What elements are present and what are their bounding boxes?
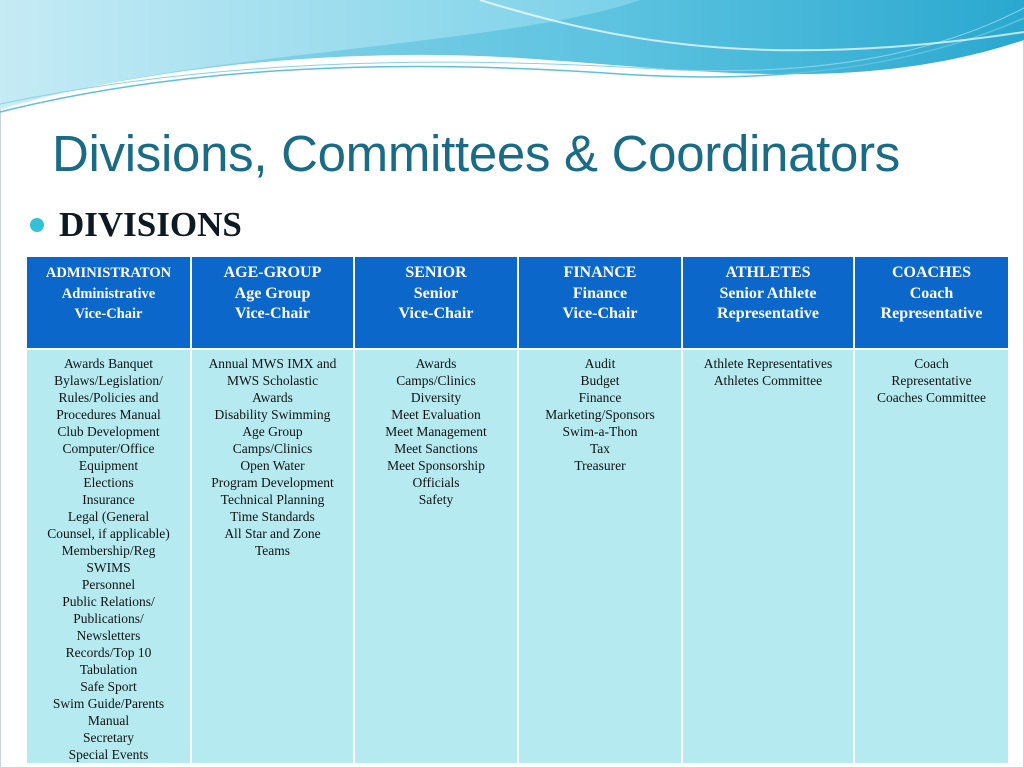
list-item: Club Development xyxy=(57,424,160,439)
table-header-row xyxy=(26,256,1009,349)
list-item: Counsel, if applicable) xyxy=(47,526,170,541)
column-header-line: Representative xyxy=(880,305,983,322)
column-header-line: Representative xyxy=(717,305,819,322)
bullet-dot-icon xyxy=(30,218,44,232)
table-body-row xyxy=(26,349,1009,764)
list-item: Coaches Committee xyxy=(876,390,987,405)
list-item: Legal (General xyxy=(67,509,150,524)
list-item: Diversity xyxy=(410,390,462,405)
column-header-line: SENIOR xyxy=(405,264,467,281)
list-item: Awards xyxy=(252,390,293,405)
column-cell-coaches xyxy=(854,349,1009,764)
column-header-line: Vice-Chair xyxy=(235,305,310,322)
column-header-administration xyxy=(26,256,191,349)
column-header-line: Senior xyxy=(413,284,459,302)
column-header-line: COACHES xyxy=(891,264,972,281)
list-item: Elections xyxy=(83,475,134,490)
list-item: Athletes Committee xyxy=(713,373,823,388)
column-header-senior xyxy=(354,256,518,349)
list-item: Coach xyxy=(914,356,949,371)
list-item: Swim-a-Thon xyxy=(562,424,638,439)
column-header-line: Age Group xyxy=(234,284,311,302)
list-item: Publications/ xyxy=(73,611,144,626)
column-cell-senior xyxy=(354,349,518,764)
list-item: Meet Sponsorship xyxy=(387,458,485,473)
column-header-line: Vice-Chair xyxy=(398,305,474,322)
list-item: Officials xyxy=(412,475,460,490)
column-cell-athletes xyxy=(682,349,854,764)
column-cell-administration xyxy=(26,349,191,764)
list-item: Public Relations/ xyxy=(62,594,155,609)
list-item: Tax xyxy=(589,441,611,456)
list-item: Records/Top 10 xyxy=(65,645,152,660)
list-item: Safety xyxy=(418,492,454,507)
column-header-line: FINANCE xyxy=(563,264,637,281)
column-header-line: Finance xyxy=(572,284,628,302)
list-item: SWIMS xyxy=(86,560,131,575)
list-item: Program Development xyxy=(211,475,334,490)
column-header-age-group xyxy=(191,256,354,349)
header-wave-decoration xyxy=(0,0,1024,125)
list-item: Insurance xyxy=(82,492,135,507)
list-item: Personnel xyxy=(81,577,136,592)
list-item: Newsletters xyxy=(76,628,141,643)
column-header-athletes xyxy=(682,256,854,349)
list-item: Safe Sport xyxy=(80,679,137,694)
list-item: Swim Guide/Parents xyxy=(52,696,165,711)
list-item: Annual MWS IMX and xyxy=(208,356,337,371)
list-item: Open Water xyxy=(240,458,305,473)
page-title: Divisions, Committees & Coordinators xyxy=(52,125,900,182)
list-item: Manual xyxy=(87,713,130,728)
list-item: Camps/Clinics xyxy=(396,373,476,388)
list-item: Membership/Reg xyxy=(61,543,156,558)
list-item: Audit xyxy=(584,356,616,371)
list-item: Bylaws/Legislation/ xyxy=(54,373,163,388)
list-item: Finance xyxy=(578,390,622,405)
column-header-line: ATHLETES xyxy=(725,264,811,281)
column-cell-age-group xyxy=(191,349,354,764)
list-item: Teams xyxy=(254,543,291,558)
column-header-coaches xyxy=(854,256,1009,349)
list-item: MWS Scholastic xyxy=(226,373,319,388)
list-item: Awards Banquet xyxy=(63,356,154,371)
list-item: Special Events xyxy=(68,747,149,762)
list-item: Athlete Representatives xyxy=(703,356,833,371)
list-item: Age Group xyxy=(242,424,303,439)
list-item: Awards xyxy=(415,356,457,371)
list-item: Rules/Policies and xyxy=(58,390,159,405)
list-item: Secretary xyxy=(83,730,134,745)
column-cell-finance xyxy=(518,349,682,764)
list-item: Treasurer xyxy=(574,458,626,473)
list-item: Time Standards xyxy=(230,509,315,524)
list-item: Budget xyxy=(580,373,620,388)
list-item: Meet Evaluation xyxy=(391,407,481,422)
divisions-table xyxy=(25,255,1010,765)
list-item: Technical Planning xyxy=(220,492,325,507)
list-item: Marketing/Sponsors xyxy=(545,407,655,422)
column-header-finance xyxy=(518,256,682,349)
column-header-line: Senior Athlete xyxy=(719,284,817,302)
column-header-line: AGE-GROUP xyxy=(223,264,322,281)
column-header-line: Administrative xyxy=(61,285,156,302)
list-item: Procedures Manual xyxy=(56,407,161,422)
list-item: Disability Swimming xyxy=(214,407,331,422)
list-item: Meet Sanctions xyxy=(394,441,478,456)
list-item: All Star and Zone xyxy=(224,526,321,541)
list-item: Camps/Clinics xyxy=(232,441,313,456)
section-heading: DIVISIONS xyxy=(59,205,242,244)
list-item: Tabulation xyxy=(79,662,138,677)
column-header-line: Vice-Chair xyxy=(74,306,143,322)
column-header-line: Coach xyxy=(909,284,954,302)
list-item: Meet Management xyxy=(385,424,487,439)
list-item: Equipment xyxy=(78,458,139,473)
column-header-line: Vice-Chair xyxy=(562,305,638,322)
list-item: Computer/Office xyxy=(62,441,155,456)
list-item: Representative xyxy=(891,373,972,388)
column-header-line: ADMINISTRATON xyxy=(45,265,172,281)
